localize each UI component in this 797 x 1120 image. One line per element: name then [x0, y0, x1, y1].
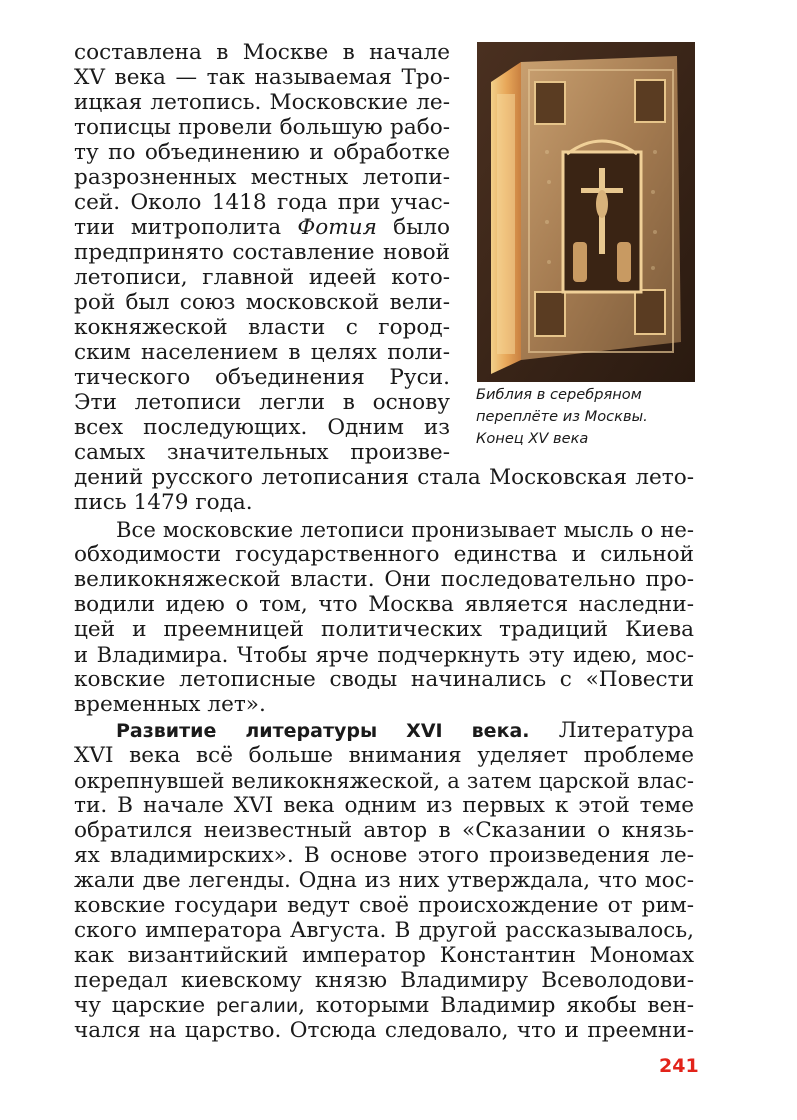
- text-line: жали две легенды. Одна из них утверждала, что мос-: [74, 868, 694, 893]
- text-line: ковские государи ведут своё происхождение от рим-: [74, 893, 694, 918]
- text-line: как византийский император Константин Мономах: [74, 943, 694, 968]
- text-span: тии митрополита: [74, 215, 298, 240]
- text-line: ти. В начале XVI века одним из первых к этой теме: [74, 793, 694, 818]
- text-line: XV века — так называемая Тро-: [74, 65, 450, 90]
- text-line: передал киевскому князю Владимиру Всеволодови-: [74, 968, 694, 993]
- text-line: тописцы провели большую рабо-: [74, 115, 450, 140]
- page-number: 241: [659, 1055, 699, 1077]
- text-line: ях владимирских». В основе этого произведения ле-: [74, 843, 694, 868]
- text-line: ковские летописные своды начинались с «Повести: [74, 667, 694, 692]
- text-line: сей. Около 1418 года при учас-: [74, 190, 450, 215]
- text-line: дений русского летописания стала Московская лето-: [74, 465, 694, 490]
- italic-name-fotiy: Фотия: [297, 215, 377, 240]
- bible-illustration: [477, 42, 695, 382]
- text-line: обходимости государственного единства и сильной: [74, 542, 694, 567]
- caption-line-3: Конец XV века: [476, 430, 589, 447]
- text-line: пись 1479 года.: [74, 490, 253, 515]
- text-line: предпринято составление новой: [74, 240, 450, 265]
- text-line: временных лет».: [74, 692, 266, 717]
- text-line: [74, 993, 694, 1018]
- text-line: ту по объединению и обработке: [74, 140, 450, 165]
- caption-line-1: Библия в серебряном: [476, 386, 642, 403]
- text-span: Литература: [529, 718, 694, 743]
- text-line: цей и преемницей политических традиций Киева: [74, 617, 694, 642]
- text-line: окрепнувшей великокняжеской, а затем царской влас-: [74, 768, 694, 793]
- text-line: ским населением в целях поли-: [74, 340, 450, 365]
- text-span: чу царские: [74, 993, 216, 1018]
- text-line: водили идею о том, что Москва является наследни-: [74, 592, 694, 617]
- text-line: ицкая летопись. Московские ле-: [74, 90, 450, 115]
- text-line: обратился неизвестный автор в «Сказании о князь-: [74, 818, 694, 843]
- text-line: летописи, главной идеей кото-: [74, 265, 450, 290]
- section-heading: Развитие литературы XVI века.: [116, 720, 530, 742]
- text-line: составлена в Москве в начале: [74, 40, 450, 65]
- text-line: самых значительных произве-: [74, 440, 450, 465]
- text-line: ского императора Августа. В другой рассказывалось,: [74, 918, 694, 943]
- caption-line-2: переплёте из Москвы.: [476, 408, 648, 425]
- text-line: и Владимира. Чтобы ярче подчеркнуть эту идею, мос-: [74, 642, 694, 667]
- text-line: рой был союз московской вели-: [74, 290, 450, 315]
- text-line: [74, 215, 450, 240]
- photo-caption: [476, 384, 701, 450]
- text-line: кокняжеской власти с город-: [74, 315, 450, 340]
- text-line: разрозненных местных летопи-: [74, 165, 450, 190]
- text-span: , которыми Владимир якобы вен-: [298, 993, 694, 1018]
- text-line: великокняжеской власти. Они последовательно про-: [74, 567, 694, 592]
- term-regalii: регалии: [215, 995, 299, 1017]
- text-line: Все московские летописи пронизывает мысль о не-: [116, 517, 694, 542]
- text-line: чался на царство. Отсюда следовало, что и преемни-: [74, 1018, 694, 1043]
- text-line: XVI века всё больше внимания уделяет проблеме: [74, 743, 694, 768]
- text-line: тического объединения Руси.: [74, 365, 450, 390]
- bible-photo: [477, 42, 695, 382]
- text-line: всех последующих. Одним из: [74, 415, 450, 440]
- text-line: Эти летописи легли в основу: [74, 390, 450, 415]
- section-heading-line: [116, 718, 694, 743]
- text-span: было: [376, 215, 450, 240]
